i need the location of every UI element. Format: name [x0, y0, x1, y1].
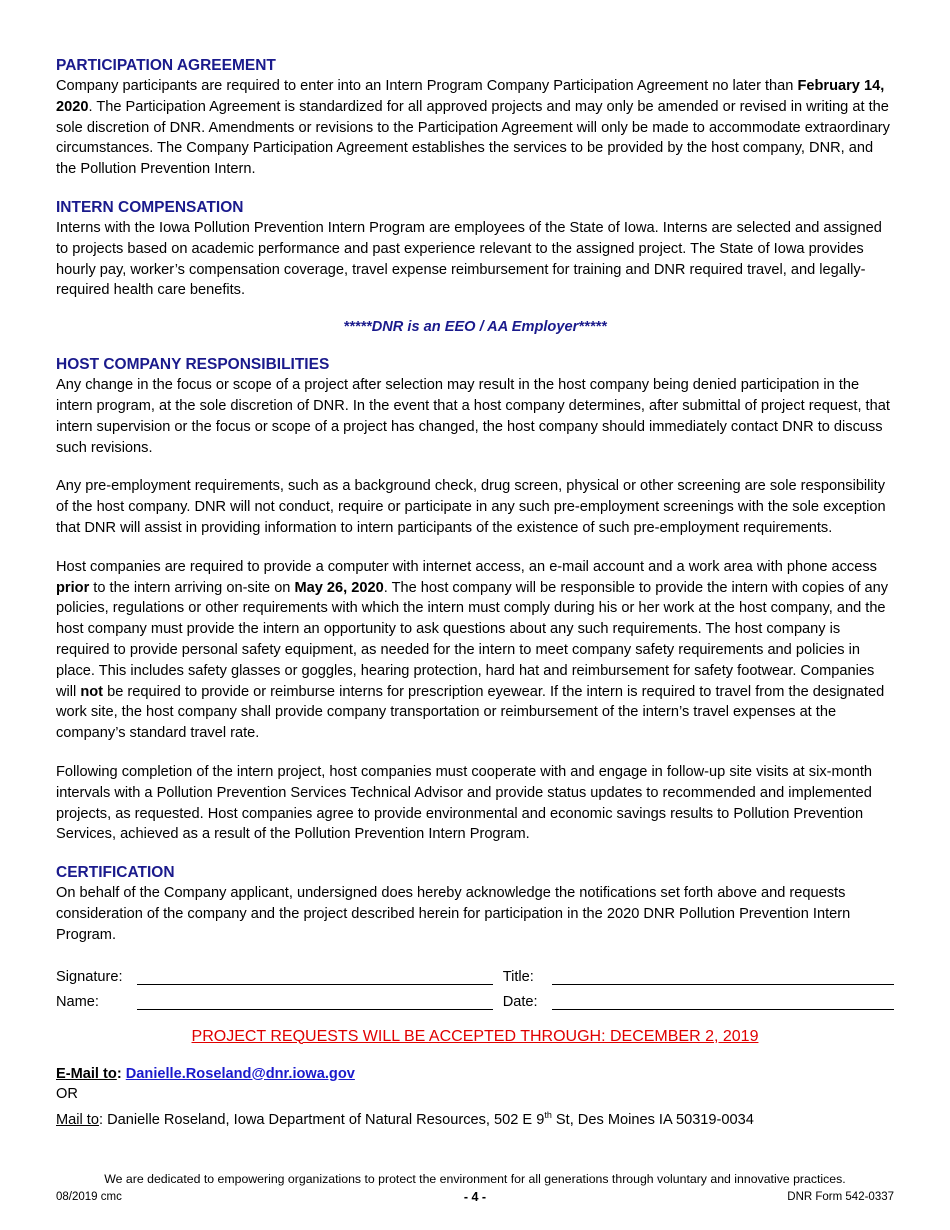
mail-address-sup: th: [544, 1110, 552, 1121]
name-field[interactable]: [137, 990, 493, 1010]
host-p3-d: be required to provide or reimburse interns for prescription eyewear. If the intern is required to travel from the designated work site, the host company shall provide company transportation or reimbursement of the intern’s travel expenses at the company’s standard travel rate.: [56, 683, 885, 742]
email-colon: :: [116, 1065, 122, 1082]
email-line: [56, 1064, 894, 1085]
or-text: OR: [56, 1086, 78, 1103]
mail-label: Mail to: [56, 1111, 99, 1128]
participation-text-b: . The Participation Agreement is standardized for all approved projects and may only be amended or revised in writing at the sole discretion of DNR. Amendments or revisions to the Participation Agreement will only be made to accommodate extraordinary circumstances. The Company Participation Agreement establishes the services to be provided by the host company, DNR, and the Pollution Prevention Intern.: [56, 98, 890, 178]
host-paragraph-3: [56, 557, 894, 744]
participation-text-a: Company participants are required to enter into an Intern Program Company Participation Agreement no later than: [56, 78, 798, 94]
signature-label: Signature:: [56, 968, 123, 985]
host-p3-prior: prior: [56, 579, 90, 596]
host-paragraph-2: Any pre-employment requirements, such as a background check, drug screen, physical or other screening are sole responsibility of the host company. DNR will not conduct, require or participate in any such pre-employment screenings with the sole exception that DNR will assist in providing information to intern participants of the existence of such pre-employment requirements.: [56, 478, 886, 536]
footer-form-number: DNR Form 542-0337: [787, 1191, 894, 1203]
host-p3-start-date: May 26, 2020: [294, 579, 384, 596]
host-p3-not: not: [80, 683, 104, 700]
title-field[interactable]: [552, 965, 894, 985]
participation-heading: PARTICIPATION AGREEMENT: [56, 57, 276, 74]
certification-text: On behalf of the Company applicant, undersigned does hereby acknowledge the notifications set forth above and requests consideration of the company and the project described herein for participation in the 2020 DNR Pollution Prevention Intern Program.: [56, 885, 851, 943]
mail-address-a: : Danielle Roseland, Iowa Department of Natural Resources, 502 E 9: [98, 1111, 545, 1128]
date-label: Date:: [502, 993, 538, 1010]
date-field[interactable]: [552, 990, 894, 1010]
signature-row: [56, 960, 894, 985]
email-label: E-Mail to: [56, 1065, 117, 1082]
compensation-heading: INTERN COMPENSATION: [56, 198, 244, 216]
email-link[interactable]: Danielle.Roseland@dnr.iowa.gov: [125, 1065, 355, 1082]
footer-mission: We are dedicated to empowering organizations to protect the environment for all generations through voluntary and innovative practices.: [104, 1172, 846, 1186]
host-p3-c: . The host company will be responsible to provide the intern with copies of any policies, regulations or other requirements with which the intern must comply during his or her work at the host company, and the host company must provide the intern an opportunity to ask questions about any such requirements. The host company is required to provide personal safety equipment, as needed for the intern to meet company safety requirements and policies in place. This includes safety glasses or goggles, hearing protection, hard hat and reimbursement for safety footwear. Companies will: [56, 579, 889, 700]
host-paragraph-1: Any change in the focus or scope of a project after selection may result in the host company being denied participation in the intern program, at the sole discretion of DNR. In the event that a host company determines, after submittal of project request, that intern supervision or the focus or scope of a project has changed, the host company should immediately contact DNR to discuss such revisions.: [56, 377, 890, 456]
footer-revision: 08/2019 cmc: [56, 1191, 122, 1203]
signature-field[interactable]: [137, 965, 493, 985]
mail-address-b: St, Des Moines IA 50319-0034: [551, 1111, 754, 1128]
title-label: Title:: [502, 968, 534, 985]
eeo-notice: *****DNR is an EEO / AA Employer*****: [343, 319, 607, 336]
name-row: [56, 985, 894, 1010]
host-p3-a: Host companies are required to provide a computer with internet access, an e-mail account and a work area with phone access: [56, 558, 877, 575]
participation-text: [56, 76, 894, 180]
name-label: Name:: [56, 993, 99, 1010]
certification-heading: CERTIFICATION: [56, 864, 175, 882]
host-heading: HOST COMPANY RESPONSIBILITIES: [56, 356, 330, 374]
document-page: [56, 56, 894, 1131]
deadline-notice: PROJECT REQUESTS WILL BE ACCEPTED THROUGH: DECEMBER 2, 2019: [191, 1027, 759, 1045]
mail-line: [56, 1105, 894, 1131]
participation-deadline-date: February 14, 2020: [56, 78, 885, 115]
footer-page-number: - 4 -: [463, 1190, 487, 1204]
host-paragraph-4: Following completion of the intern project, host companies must cooperate with and engage in follow-up site visits at six-month intervals with a Pollution Prevention Services Technical Advisor and provide status updates to recommended and implemented projects, as requested. Host companies agree to provide environmental and economic savings results to Pollution Prevention Services, achieved as a result of the Pollution Prevention Intern Program.: [56, 763, 873, 843]
host-p3-b: to the intern arriving on-site on: [89, 579, 295, 596]
compensation-text: Interns with the Iowa Pollution Prevention Intern Program are employees of the State of Iowa. Interns are selected and assigned to projects based on academic performance and past experience relevant to the assigned project. The State of Iowa provides hourly pay, worker’s compensation coverage, travel expense reimbursement for training and DNR required travel, and legally-required health care benefits.: [56, 219, 882, 299]
